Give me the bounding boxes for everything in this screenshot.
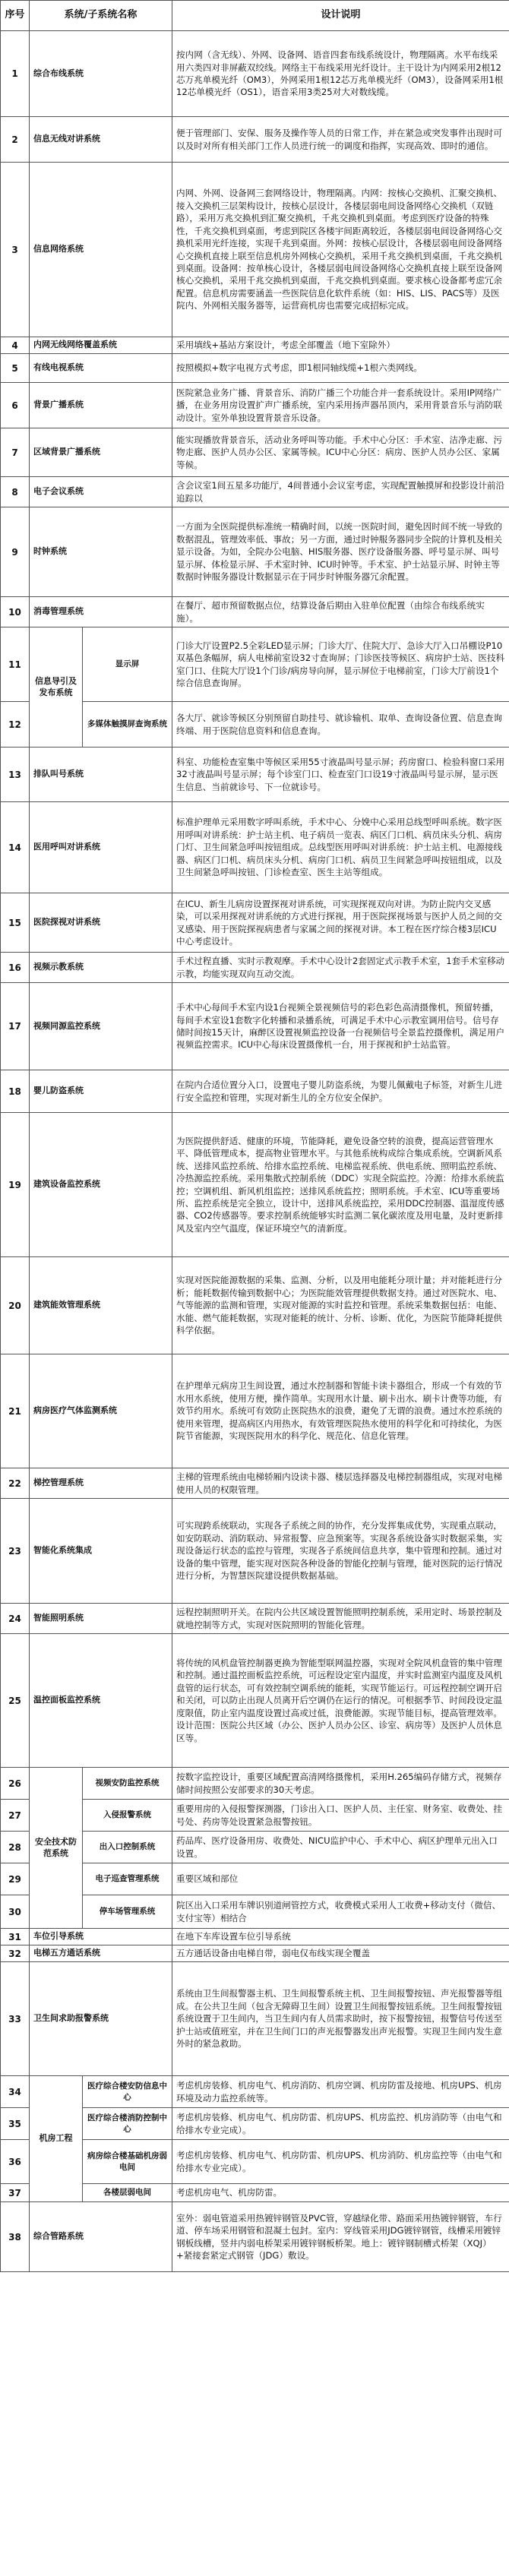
table-row	[1, 1257, 509, 1354]
system-name: 信息网络系统	[30, 163, 172, 337]
system-name: 背景广播系统	[30, 383, 172, 428]
table-row	[1, 2202, 509, 2272]
row-number: 4	[1, 337, 30, 354]
system-name: 梯控管理系统	[30, 1468, 172, 1499]
row-number: 6	[1, 383, 30, 428]
row-number: 8	[1, 477, 30, 507]
system-name: 有线电视系统	[30, 354, 172, 383]
system-name: 电子会议系统	[30, 477, 172, 507]
system-name: 医院探视对讲系统	[30, 893, 172, 953]
design-description: 在ICU、新生儿病房设置探视对讲系统，可实现探视双向对讲。为防止院内交叉感染，可以采用探视对讲系统的方式进行探视，用于医院探视场景与医护人员之间的交叉感染、用于医院探视病患者与家属之间的探视对讲。本工程在医疗综合楼3层ICU中心考虑设计。	[172, 893, 509, 953]
row-number: 21	[1, 1354, 30, 1468]
design-description: 各大厅、就诊等候区分别预留自助挂号、就诊输机、取单、查询设备位置、信息查询终端、用于医院信息资料和信息查询。	[172, 702, 509, 748]
table-row	[1, 477, 509, 507]
subsystem-name: 医疗综合楼安防信息中心	[83, 2076, 172, 2108]
row-number: 3	[1, 163, 30, 337]
table-row	[1, 802, 509, 893]
table-row	[1, 1962, 509, 2076]
group-name: 机房工程	[30, 2076, 83, 2202]
row-number: 35	[1, 2108, 30, 2140]
design-description: 手术中心每间手术室内设1台视频全景视频信号的彩色彩色高清摄像机，预留转播，每间手术室设1套数字化转播和录播系统，可满足手术中心示教室调用信号。信号存储时间按15天计，麻醉区设置视频监控设备一台视频信号全景监控摄像机，满足用户视频监控需求。ICU中心每床设置摄像机一台，用于探视和护士站监管。	[172, 983, 509, 1070]
system-name: 车位引导系统	[30, 1929, 172, 1945]
row-number: 34	[1, 2076, 30, 2108]
table-row	[1, 117, 509, 163]
table-row	[1, 2076, 509, 2108]
row-number: 7	[1, 428, 30, 477]
row-number: 26	[1, 1768, 30, 1800]
row-number: 15	[1, 893, 30, 953]
design-description: 考虑机房电气、机房防雷。	[172, 2184, 509, 2202]
row-number: 20	[1, 1257, 30, 1354]
design-description: 药品库、医疗设备用房、收费处、NICU监护中心、手术中心、病区护理单元出入口设置。	[172, 1832, 509, 1863]
design-description: 一方面为全医院提供标准统一精确时间，以统一医院时间，避免因时间不统一导致的数据混乱，管理效率低、事故；另一方面，通过时钟服务器同步全院的计算机及相关显示设备。为如，全院办公电脑、HIS服务器、医疗设备服务器、呼号显示屏、叫号显示屏、体检显示屏、手术室时钟、ICU时钟等。手术室、护士站显示屏、时钟主等数据时钟服务器设计数据显示在于同步时钟服务器冗余配置。	[172, 507, 509, 597]
table-row	[1, 1113, 509, 1257]
system-name: 综合布线系统	[30, 31, 172, 117]
system-name: 建筑能效管理系统	[30, 1257, 172, 1354]
header-row	[1, 1, 509, 31]
design-description: 远程控制照明开关。在院内公共区域设置智能照明控制系统，采用定时、场景控制及就地控制等方式，实现对医院照明的智能化管理。	[172, 1604, 509, 1634]
design-description: 为医院提供舒适、健康的环境，节能降耗，避免设备空转的浪费，提高运营管理水平、降低管理成本，提高物业管理水平。与其他系统构成综合集成系统。空调新风系统、送排风监控系统、给排水监控系统、电梯监视系统、供电系统、照明监控系统、冷热源监控系统。采用集散式控制系统（DDC）实现全院监控。冷源：给排水系统监控；空调机组、新风机组监控；送排风系统监控；照明系统。手术室、ICU等重要场所、监控系统是完全独立，设计中，送排风系统监控，采用DDC控制器、温湿度传感器、CO2传感器等。要求控制系统能够实时监测二氧化碳浓度及用电量，及时更新排风及室内空气温度，保证环境空气的清新度。	[172, 1113, 509, 1257]
system-name: 智能化系统集成	[30, 1499, 172, 1604]
system-name: 智能照明系统	[30, 1604, 172, 1634]
design-description: 考虑机房装修、机房电气、机房防雷、机房UPS、机房监控、机房消防等（由电气和给排水专业完成）。	[172, 2108, 509, 2140]
row-number: 22	[1, 1468, 30, 1499]
group-name: 信息导引及发布系统	[30, 627, 83, 748]
system-name: 电梯五方通话系统	[30, 1945, 172, 1962]
subsystem-name: 视频安防监控系统	[83, 1768, 172, 1800]
table-row	[1, 354, 509, 383]
system-name: 医用呼叫对讲系统	[30, 802, 172, 893]
subsystem-name: 停车场管理系统	[83, 1895, 172, 1929]
subsystem-name: 医疗综合楼消防控制中心	[83, 2108, 172, 2140]
subsystem-name: 电子巡查管理系统	[83, 1863, 172, 1895]
design-description: 主梯的管理系统由电梯轿厢内设读卡器、楼层选择器及电梯控制器组成，实现对电梯使用人员的权限管理。	[172, 1468, 509, 1499]
row-number: 28	[1, 1832, 30, 1863]
system-name: 婴儿防盗系统	[30, 1070, 172, 1113]
table-row	[1, 507, 509, 597]
subsystem-name: 多媒体触摸屏查询系统	[83, 702, 172, 748]
design-description: 将传统的风机盘管控制器更换为智能型联网温控器，实现对全院风机盘管的集中管理和控制。通过温控面板监控系统，可远程设定室内温度，并实时监测室内温度及风机盘管的运行状态，可有效控制空调系统的能耗，实现节能运行。可远程控制空调开启和关闭，可以防止出现人员离开后空调仍在运行的情况。可根据季节、时间段设定温度限值，防止室内温度设置过高或过低，浪费能源。实现节能目标，提高管理效率。设计范围：医院公共区域（办公、医护人员办公区、诊室、病房等）及医护人员休息区等。	[172, 1634, 509, 1768]
design-description: 重要用房的入侵报警探测器，门诊出入口、医护人员、主任室、财务室、收费处、挂号处、药房等处设置紧急报警按钮。	[172, 1800, 509, 1832]
subsystem-name: 入侵报警系统	[83, 1800, 172, 1832]
table-row	[1, 1634, 509, 1768]
table-row	[1, 383, 509, 428]
row-number: 32	[1, 1945, 30, 1962]
table-row	[1, 1945, 509, 1962]
row-number: 17	[1, 983, 30, 1070]
table-row	[1, 1604, 509, 1634]
system-name: 视频同源监控系统	[30, 983, 172, 1070]
system-name: 病房医疗气体监测系统	[30, 1354, 172, 1468]
design-description: 在餐厅、超市预留数据点位，结算设备后期由入驻单位配置（由综合布线系统实施）。	[172, 597, 509, 627]
col-header-desc: 设计说明	[172, 1, 509, 31]
design-description: 实现对医院能源数据的采集、监测、分析，以及用电能耗分项计量；并对能耗进行分析；能耗数据传输到数据中心；为医院能效管理提供数据支持。通过对医院水、电、气等能源的监测和管理，实现对能源的实时监控和管理。系统采集数据包括：电能、水能、燃气能耗数据，实现对能耗的统计、分析、诊断、优化，为医院节能降耗提供科学依据。	[172, 1257, 509, 1354]
design-description: 可实现跨系统联动，实现各子系统之间的协作，充分发挥集成优势，实现重点联动，如安防联动、消防联动、异常报警、应急预案等。实现各系统设备实时数据采集，实现设备运行状态的监控与管理，实现各子系统间信息共享，集中管理和控制。通过对设备的集中管理，能实现对医院各种设备的智能化控制与管理，能对医院的运行情况进行分析，为智慧医院建设提供数据基础。	[172, 1499, 509, 1604]
row-number: 19	[1, 1113, 30, 1257]
table-row	[1, 1768, 509, 1800]
system-name: 消毒管理系统	[30, 597, 172, 627]
table-row	[1, 1499, 509, 1604]
design-description: 考虑机房装修、机房电气、机房消防、机房空调、机房防雷及接地、机房UPS、机房环境及动力监控系统等。	[172, 2076, 509, 2108]
system-name: 视频示教系统	[30, 953, 172, 983]
design-description: 五方通话设备由电梯自带，弱电仅布线实现全覆盖	[172, 1945, 509, 1962]
row-number: 36	[1, 2140, 30, 2184]
design-description: 在地下车库设置车位引导系统	[172, 1929, 509, 1945]
col-header-no: 序号	[1, 1, 30, 31]
design-description: 在院内合适位置分入口，设置电子婴儿防盗系统，为婴儿佩戴电子标签，对新生儿进行安全监控和管理，实现对新生儿的全方位安全保护。	[172, 1070, 509, 1113]
row-number: 12	[1, 702, 30, 748]
system-name: 综合管路系统	[30, 2202, 172, 2272]
row-number: 37	[1, 2184, 30, 2202]
system-name: 排队叫号系统	[30, 748, 172, 802]
design-description: 采用填线+基站方案设计，考虑全部覆盖（地下室除外）	[172, 337, 509, 354]
table-row	[1, 1354, 509, 1468]
system-name: 时钟系统	[30, 507, 172, 597]
table-row	[1, 1929, 509, 1945]
row-number: 11	[1, 627, 30, 702]
design-description: 按内网（含无线）、外网、设备网、语音四套布线系统设计，物理隔离。水平布线采用六类四对非屏蔽双绞线。网络主干布线采用光纤设计。主干设计为内网采用2根12芯万兆单模光纤（OM3），外网采用1根12芯万兆单模光纤（OM3），设备网采用1根12芯单模光纤（OS1），语音采用3类25对大对数线缆。	[172, 31, 509, 117]
row-number: 29	[1, 1863, 30, 1895]
row-number: 27	[1, 1800, 30, 1832]
table-row	[1, 627, 509, 702]
row-number: 1	[1, 31, 30, 117]
row-number: 30	[1, 1895, 30, 1929]
col-header-name: 系统/子系统名称	[30, 1, 172, 31]
design-description: 考虑机房装修、机房电气、机房防雷、机房UPS、机房消防、机房监控等（由电气和给排水专业完成）。	[172, 2140, 509, 2184]
table-row	[1, 597, 509, 627]
table-row	[1, 163, 509, 337]
table-row	[1, 31, 509, 117]
row-number: 25	[1, 1634, 30, 1768]
design-description: 科室、功能检查室集中等候区采用55寸液晶叫号显示屏；药房窗口、检验科窗口采用32寸液晶叫号显示屏；每个诊室门口、检查室门口设19寸液晶叫号显示屏，显示医生信息、当前就诊号、下一位就诊号。	[172, 748, 509, 802]
system-name: 温控面板监控系统	[30, 1634, 172, 1768]
row-number: 24	[1, 1604, 30, 1634]
design-description: 医院紧急业务广播、背景音乐、消防广播三个功能合并一套系统设计。采用IP网络广播，在业务用房设置扩声广播系统，室内采用扬声器吊顶内，采用背景音乐与消防联动设计。室外单独设置背景音乐设备。	[172, 383, 509, 428]
row-number: 13	[1, 748, 30, 802]
table-row	[1, 1468, 509, 1499]
system-name: 信息无线对讲系统	[30, 117, 172, 163]
table-row	[1, 1070, 509, 1113]
table-row	[1, 748, 509, 802]
design-description: 系统由卫生间报警器主机、卫生间报警系统主机、卫生间报警按钮、声光报警器等组成。在公共卫生间（包含无障碍卫生间）设置卫生间报警按钮系统。卫生间报警按钮系统设置于卫生间内，当卫生间内有人员需求助时，按下报警按钮，报警信号传送至护士站或值班室，并在卫生间门口的声光报警器发出声光报警。实现卫生间内发生意外时的紧急救助。	[172, 1962, 509, 2076]
subsystem-name: 病房综合楼基础机房弱电间	[83, 2140, 172, 2184]
table-row	[1, 428, 509, 477]
system-name: 内网无线网络覆盖系统	[30, 337, 172, 354]
row-number: 18	[1, 1070, 30, 1113]
design-description: 按数字监控设计，重要区域配置高清网络摄像机，采用H.265编码存储方式，视频存储时间按照公安部要求的30天考虑。	[172, 1768, 509, 1800]
row-number: 2	[1, 117, 30, 163]
system-name: 区域背景广播系统	[30, 428, 172, 477]
design-description: 手术过程直播、实时示教观摩。手术中心设计2套固定式示教手术室，1套手术室移动示教，均能实现双向互动交流。	[172, 953, 509, 983]
system-name: 卫生间求助报警系统	[30, 1962, 172, 2076]
design-description: 能实现播放背景音乐，活动业务呼叫等功能。手术中心分区：手术室、洁净走廊、污物走廊、医护人员办公区、家属等候。ICU中心分区：病房、医护人员办公区、家属等候。	[172, 428, 509, 477]
design-description: 内网、外网、设备网三套网络设计，物理隔离。内网：按核心交换机、汇聚交换机、接入交换机三层架构设计，按核心层设计，各楼层弱电间设备网络心交换机（双链路），采用万兆交换机到汇聚交换机，千兆交换机到桌面。考虑到医疗设备的特殊性，千兆交换机到桌面，考虑到院区各楼宇间距离较近，各楼层弱电间设备网络心交换机采用光纤连接，实现千兆到桌面。外网：按核心层设计，各楼层弱电间设备网络心交换机直接上联至信息机房外网核心交换机，采用千兆交换机到桌面，千兆交换机到桌面。设备网：按单核心设计，各楼层弱电间设备网络心交换机直接上联至设备网核心交换机，采用千兆交换机到桌面，千兆交换机到桌面。要求核心设备都考虑冗余配置。信息机房需要涵盖一些医院信息化软件系统（如：HIS、LIS、PACS等）及医院内、外网相关服务器等，运营商机房也需要完成招标完成。	[172, 163, 509, 337]
subsystem-name: 出入口控制系统	[83, 1832, 172, 1863]
system-name: 建筑设备监控系统	[30, 1113, 172, 1257]
design-description: 重要区域和部位	[172, 1863, 509, 1895]
table-row	[1, 337, 509, 354]
table-row	[1, 953, 509, 983]
design-description: 含会议室1间五星多功能厅，4间普通小会议室考虑，实现配置触摸屏和投影设计前沿追踪以	[172, 477, 509, 507]
row-number: 33	[1, 1962, 30, 2076]
subsystem-name: 显示屏	[83, 627, 172, 702]
design-description: 按照模拟+数字电视方式考虑，即1根同轴线缆+1根六类网线。	[172, 354, 509, 383]
row-number: 14	[1, 802, 30, 893]
group-name: 安全技术防范系统	[30, 1768, 83, 1929]
row-number: 38	[1, 2202, 30, 2272]
row-number: 23	[1, 1499, 30, 1604]
design-description: 在护理单元病房卫生间设置，通过水控制器和智能卡读卡器组合，形成一个有效的节水用水系统，使用方便，操作简单。实现用水计量、刷卡出水、刷卡计费等功能，有效节约用水。系统可有效防止医院热水的浪费，避免了无谓的浪费。通过水控系统的使用来管理，提高病区内用热水，有效管理医院热水使用的科学化和可持续化，为医院节省能源，实现医院用水的科学化、规范化、信息化管理。	[172, 1354, 509, 1468]
design-description: 室外：弱电管道采用热镀锌钢管及PVC管，穿越绿化带、路面采用热镀锌钢管，车行道、停车场采用钢管和混凝土包封。室内：穿线管采用JDG镀锌钢管，线槽采用镀锌钢板线槽，竖井内弱电桥架采用镀锌钢板桥架。地上：镀锌钢制槽式桥架（XQJ）+紧接套紧定式钢管（JDG）敷设。	[172, 2202, 509, 2272]
design-description: 便于管理部门、安保、服务及操作等人员的日常工作，并在紧急或突发事件出现时可以及时对所有相关部门工作人员进行统一的调度和指挥，实现高效、即时的通信。	[172, 117, 509, 163]
row-number: 10	[1, 597, 30, 627]
table-row	[1, 893, 509, 953]
subsystem-name: 各楼层弱电间	[83, 2184, 172, 2202]
table-row	[1, 983, 509, 1070]
row-number: 5	[1, 354, 30, 383]
row-number: 16	[1, 953, 30, 983]
row-number: 31	[1, 1929, 30, 1945]
design-description: 院区出入口采用车牌识别道闸管控方式，收费模式采用人工收费+移动支付（微信、支付宝等）相结合	[172, 1895, 509, 1929]
design-description: 标准护理单元采用数字呼叫系统，手术中心、分娩中心采用总线型呼叫系统。数字医用呼叫对讲系统：护士站主机、电子病员一览表、病区门口机、病员床头分机、病房门灯、卫生间紧急呼叫按钮组成。总线型医用呼叫对讲系统：护士站主机、电源接线器、病区门口机、病员床头分机、病房门口机、病员卫生间紧急呼叫按钮组成，以及卫生间紧急呼叫按钮、门诊检查室、医生主站等组成。	[172, 802, 509, 893]
design-description: 门诊大厅设置P2.5全彩LED显示屏；门诊大厅、住院大厅、急诊大厅入口吊棚设P10双基色条幅屏，病人电梯前室设32寸查询屏；门诊医技等候区、病房护士站、医技科室门口、住院大厅设1个门诊/病房导向屏，显示屏位于电梯前室，门诊大厅前设1个综合信息查询屏。	[172, 627, 509, 702]
row-number: 9	[1, 507, 30, 597]
